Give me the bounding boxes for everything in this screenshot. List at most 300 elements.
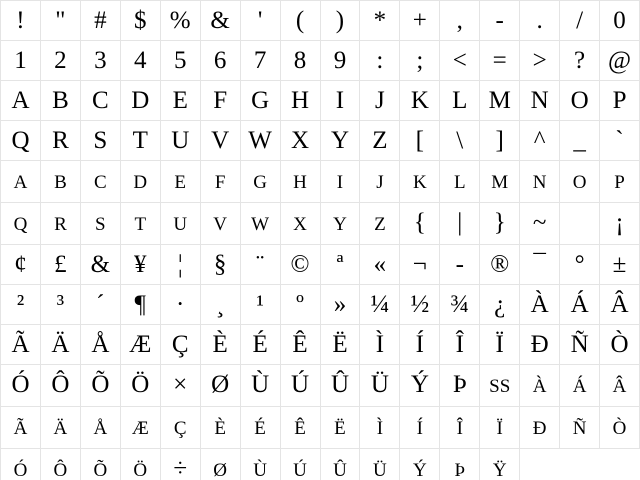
glyph: [ xyxy=(415,127,424,154)
glyph-cell[interactable] xyxy=(201,449,241,480)
glyph: Å xyxy=(93,418,108,439)
glyph: U xyxy=(173,214,188,235)
glyph: ¼ xyxy=(370,291,390,318)
glyph-cell[interactable] xyxy=(161,161,201,203)
glyph: / xyxy=(576,7,584,34)
glyph: ÷ xyxy=(173,455,188,480)
glyph-cell[interactable] xyxy=(41,121,81,161)
glyph-cell[interactable] xyxy=(440,161,480,203)
glyph-cell[interactable] xyxy=(161,365,201,407)
glyph-cell[interactable] xyxy=(41,203,81,245)
glyph-cell[interactable] xyxy=(81,325,121,365)
glyph-cell[interactable] xyxy=(480,449,520,480)
glyph-cell[interactable] xyxy=(400,41,440,81)
glyph-cell[interactable] xyxy=(321,407,361,449)
glyph: Í xyxy=(416,418,423,439)
glyph-cell[interactable] xyxy=(1,161,41,203)
glyph-cell[interactable] xyxy=(321,81,361,121)
glyph: È xyxy=(214,418,226,439)
glyph-cell[interactable] xyxy=(400,121,440,161)
glyph-cell[interactable] xyxy=(41,245,81,285)
glyph: Z xyxy=(374,214,386,235)
glyph: I xyxy=(335,87,345,114)
glyph: ` xyxy=(615,127,624,154)
glyph-cell[interactable] xyxy=(600,285,640,325)
glyph: Â xyxy=(610,291,629,318)
glyph-cell[interactable] xyxy=(281,449,321,480)
glyph-cell[interactable] xyxy=(281,1,321,41)
glyph-cell[interactable] xyxy=(480,407,520,449)
glyph-cell[interactable] xyxy=(560,121,600,161)
glyph-cell[interactable] xyxy=(1,121,41,161)
glyph: ² xyxy=(16,291,25,318)
glyph-cell[interactable] xyxy=(560,81,600,121)
glyph-cell[interactable] xyxy=(360,449,400,480)
glyph-cell[interactable] xyxy=(81,285,121,325)
glyph: Ë xyxy=(334,418,346,439)
glyph-cell[interactable] xyxy=(480,245,520,285)
glyph-cell[interactable] xyxy=(241,449,281,480)
glyph-cell[interactable] xyxy=(360,81,400,121)
glyph-cell[interactable] xyxy=(281,81,321,121)
glyph-cell[interactable] xyxy=(41,407,81,449)
glyph-cell[interactable] xyxy=(161,1,201,41)
glyph: B xyxy=(54,172,67,193)
glyph-cell[interactable] xyxy=(1,449,41,480)
glyph-cell[interactable] xyxy=(81,203,121,245)
glyph: ' xyxy=(257,7,263,34)
glyph-cell[interactable] xyxy=(281,41,321,81)
glyph-cell[interactable] xyxy=(41,161,81,203)
glyph: N xyxy=(530,87,549,114)
glyph-cell[interactable] xyxy=(201,245,241,285)
glyph-cell[interactable] xyxy=(281,407,321,449)
glyph: Ó xyxy=(13,460,28,480)
glyph-cell[interactable] xyxy=(400,285,440,325)
glyph-cell[interactable] xyxy=(440,325,480,365)
glyph-cell[interactable] xyxy=(400,1,440,41)
glyph-cell[interactable] xyxy=(41,1,81,41)
glyph: ¦ xyxy=(177,251,183,278)
glyph-cell[interactable] xyxy=(241,407,281,449)
glyph-cell[interactable] xyxy=(1,285,41,325)
glyph: § xyxy=(213,251,227,278)
glyph: Ð xyxy=(530,331,549,358)
glyph-cell[interactable] xyxy=(241,245,281,285)
glyph: Q xyxy=(11,127,30,154)
glyph-cell[interactable] xyxy=(41,81,81,121)
glyph-cell[interactable] xyxy=(600,41,640,81)
glyph-cell[interactable] xyxy=(321,365,361,407)
glyph: Þ xyxy=(452,371,467,398)
glyph-cell[interactable] xyxy=(161,407,201,449)
glyph: ¡ xyxy=(615,209,624,236)
glyph-cell[interactable] xyxy=(81,161,121,203)
glyph-cell[interactable] xyxy=(360,41,400,81)
glyph-cell[interactable] xyxy=(281,365,321,407)
glyph: Ü xyxy=(370,371,389,398)
glyph-cell[interactable] xyxy=(400,365,440,407)
glyph: ¸ xyxy=(215,291,225,318)
glyph-cell[interactable] xyxy=(281,325,321,365)
glyph: 0 xyxy=(613,7,626,34)
glyph: P xyxy=(612,87,627,114)
glyph: L xyxy=(452,87,468,114)
glyph-cell[interactable] xyxy=(440,203,480,245)
glyph: T xyxy=(134,214,147,235)
glyph-cell[interactable] xyxy=(41,449,81,480)
glyph: Ø xyxy=(211,371,230,398)
glyph-cell[interactable] xyxy=(321,1,361,41)
glyph-cell[interactable] xyxy=(1,245,41,285)
glyph: ¨ xyxy=(255,251,265,278)
glyph-cell[interactable] xyxy=(480,365,520,407)
glyph: Ÿ xyxy=(492,460,507,480)
glyph: @ xyxy=(608,47,632,74)
glyph-cell[interactable] xyxy=(560,203,600,245)
glyph-cell[interactable] xyxy=(161,325,201,365)
glyph-cell[interactable] xyxy=(360,121,400,161)
glyph-cell[interactable] xyxy=(121,41,161,81)
glyph: > xyxy=(532,47,547,74)
glyph-cell[interactable] xyxy=(121,1,161,41)
glyph-cell[interactable] xyxy=(560,285,600,325)
glyph: º xyxy=(296,291,304,318)
glyph-cell[interactable] xyxy=(121,449,161,480)
glyph-cell[interactable] xyxy=(201,365,241,407)
glyph-cell[interactable] xyxy=(161,245,201,285)
glyph: Ç xyxy=(173,418,187,439)
glyph-cell[interactable] xyxy=(360,1,400,41)
glyph-cell[interactable] xyxy=(281,285,321,325)
glyph-cell[interactable] xyxy=(241,325,281,365)
glyph-cell[interactable] xyxy=(1,1,41,41)
glyph: « xyxy=(373,251,387,278)
glyph: T xyxy=(132,127,148,154)
glyph-cell[interactable] xyxy=(121,285,161,325)
glyph: S xyxy=(95,214,106,235)
glyph: % xyxy=(169,7,191,34)
glyph: Ã xyxy=(13,418,28,439)
glyph-cell[interactable] xyxy=(480,41,520,81)
glyph: S xyxy=(93,127,108,154)
glyph: ~ xyxy=(532,209,547,236)
empty-area xyxy=(560,449,600,480)
glyph: Y xyxy=(333,214,347,235)
glyph-cell[interactable] xyxy=(161,121,201,161)
glyph-cell[interactable] xyxy=(321,41,361,81)
glyph-cell[interactable] xyxy=(520,41,560,81)
glyph-cell[interactable] xyxy=(121,245,161,285)
glyph-cell[interactable] xyxy=(321,325,361,365)
glyph-cell[interactable] xyxy=(360,245,400,285)
glyph-cell[interactable] xyxy=(600,365,640,407)
glyph: Û xyxy=(330,371,349,398)
glyph-cell[interactable] xyxy=(281,161,321,203)
glyph: À xyxy=(530,291,549,318)
glyph-cell[interactable] xyxy=(41,325,81,365)
glyph: W xyxy=(251,214,270,235)
glyph: Æ xyxy=(131,418,149,439)
glyph-cell[interactable] xyxy=(321,203,361,245)
empty-area xyxy=(520,449,560,480)
glyph-cell[interactable] xyxy=(41,365,81,407)
glyph: G xyxy=(251,87,270,114)
glyph: Ð xyxy=(532,418,547,439)
glyph-cell[interactable] xyxy=(600,1,640,41)
glyph-cell[interactable] xyxy=(600,325,640,365)
glyph-cell[interactable] xyxy=(1,203,41,245)
glyph: A xyxy=(13,172,28,193)
glyph-cell[interactable] xyxy=(201,1,241,41)
glyph-cell[interactable] xyxy=(400,81,440,121)
glyph-cell[interactable] xyxy=(400,325,440,365)
glyph: Ó xyxy=(11,371,30,398)
glyph-cell[interactable] xyxy=(480,81,520,121)
glyph-cell[interactable] xyxy=(520,285,560,325)
glyph-cell[interactable] xyxy=(321,449,361,480)
glyph-cell[interactable] xyxy=(241,121,281,161)
glyph: ° xyxy=(574,251,585,278)
glyph: ½ xyxy=(410,291,430,318)
glyph: P xyxy=(614,172,625,193)
glyph: Ù xyxy=(251,371,270,398)
glyph: Ý xyxy=(410,371,429,398)
glyph-cell[interactable] xyxy=(121,81,161,121)
glyph-cell[interactable] xyxy=(360,407,400,449)
glyph-cell[interactable] xyxy=(1,407,41,449)
glyph-cell[interactable] xyxy=(400,449,440,480)
glyph-cell[interactable] xyxy=(440,1,480,41)
glyph-cell[interactable] xyxy=(360,365,400,407)
glyph-cell[interactable] xyxy=(241,81,281,121)
glyph: X xyxy=(293,214,307,235)
glyph-cell[interactable] xyxy=(241,365,281,407)
glyph: Í xyxy=(415,331,424,358)
glyph: ³ xyxy=(56,291,65,318)
glyph-cell[interactable] xyxy=(360,203,400,245)
glyph-cell[interactable] xyxy=(281,121,321,161)
glyph-cell[interactable] xyxy=(1,325,41,365)
glyph-cell[interactable] xyxy=(600,161,640,203)
glyph: Ì xyxy=(376,418,384,439)
glyph-cell[interactable] xyxy=(440,121,480,161)
glyph: V xyxy=(211,127,230,154)
glyph: Ò xyxy=(610,331,629,358)
glyph: Á xyxy=(570,291,589,318)
glyph-cell[interactable] xyxy=(560,41,600,81)
glyph: Ü xyxy=(373,460,387,480)
glyph: Ê xyxy=(292,331,308,358)
glyph-cell[interactable] xyxy=(121,161,161,203)
glyph-cell[interactable] xyxy=(241,161,281,203)
glyph: & xyxy=(90,251,111,278)
glyph-cell[interactable] xyxy=(440,81,480,121)
glyph-cell[interactable] xyxy=(520,407,560,449)
glyph-cell[interactable] xyxy=(520,245,560,285)
glyph-cell[interactable] xyxy=(440,245,480,285)
glyph: E xyxy=(172,87,188,114)
glyph: 6 xyxy=(213,47,227,74)
glyph-cell[interactable] xyxy=(440,41,480,81)
glyph: ¾ xyxy=(450,291,470,318)
glyph-cell[interactable] xyxy=(360,285,400,325)
glyph-cell[interactable] xyxy=(201,407,241,449)
glyph-cell[interactable] xyxy=(81,1,121,41)
glyph: Ê xyxy=(294,418,306,439)
glyph-cell[interactable] xyxy=(241,203,281,245)
glyph-cell[interactable] xyxy=(241,285,281,325)
glyph-cell[interactable] xyxy=(400,245,440,285)
glyph: Q xyxy=(13,214,28,235)
glyph: ; xyxy=(416,47,424,74)
glyph-cell[interactable] xyxy=(81,121,121,161)
glyph-cell[interactable] xyxy=(520,325,560,365)
glyph-cell[interactable] xyxy=(400,203,440,245)
glyph-cell[interactable] xyxy=(560,161,600,203)
glyph: F xyxy=(213,87,228,114)
glyph-cell[interactable] xyxy=(241,41,281,81)
glyph: Ä xyxy=(53,418,68,439)
glyph: Õ xyxy=(91,371,110,398)
glyph: » xyxy=(333,291,347,318)
glyph: = xyxy=(492,47,507,74)
glyph: Ò xyxy=(612,418,627,439)
glyph-cell[interactable] xyxy=(121,365,161,407)
glyph-cell[interactable] xyxy=(201,203,241,245)
glyph: . xyxy=(536,7,543,34)
glyph: ® xyxy=(490,251,510,278)
glyph-cell[interactable] xyxy=(600,245,640,285)
glyph: - xyxy=(495,7,504,34)
glyph-cell[interactable] xyxy=(281,203,321,245)
glyph-cell[interactable] xyxy=(41,41,81,81)
glyph-cell[interactable] xyxy=(81,365,121,407)
glyph-cell[interactable] xyxy=(121,407,161,449)
glyph: K xyxy=(412,172,427,193)
glyph-cell[interactable] xyxy=(321,161,361,203)
glyph-cell[interactable] xyxy=(560,1,600,41)
glyph-cell[interactable] xyxy=(121,121,161,161)
glyph-cell[interactable] xyxy=(560,365,600,407)
glyph: ¢ xyxy=(14,251,27,278)
glyph-cell[interactable] xyxy=(520,365,560,407)
glyph: ± xyxy=(612,251,627,278)
glyph-cell[interactable] xyxy=(480,285,520,325)
glyph-cell[interactable] xyxy=(600,81,640,121)
glyph: A xyxy=(11,87,30,114)
glyph-cell[interactable] xyxy=(201,285,241,325)
glyph-cell[interactable] xyxy=(321,121,361,161)
glyph-cell[interactable] xyxy=(81,245,121,285)
glyph: O xyxy=(570,87,589,114)
glyph: ) xyxy=(335,7,345,34)
glyph-cell[interactable] xyxy=(81,41,121,81)
glyph-cell[interactable] xyxy=(520,1,560,41)
glyph: " xyxy=(55,7,66,34)
glyph-cell[interactable] xyxy=(560,245,600,285)
glyph-cell[interactable] xyxy=(600,121,640,161)
glyph-cell[interactable] xyxy=(440,449,480,480)
glyph-cell[interactable] xyxy=(480,161,520,203)
glyph: Z xyxy=(372,127,388,154)
glyph-cell[interactable] xyxy=(41,285,81,325)
glyph-cell[interactable] xyxy=(520,121,560,161)
glyph-cell[interactable] xyxy=(241,1,281,41)
glyph: 4 xyxy=(134,47,147,74)
glyph-cell[interactable] xyxy=(81,81,121,121)
glyph: Ô xyxy=(51,371,70,398)
glyph: ^ xyxy=(533,127,546,154)
glyph: - xyxy=(455,251,464,278)
glyph-cell[interactable] xyxy=(440,407,480,449)
glyph-cell[interactable] xyxy=(600,407,640,449)
glyph: D xyxy=(131,87,150,114)
glyph-cell[interactable] xyxy=(440,365,480,407)
glyph: W xyxy=(248,127,272,154)
glyph: Î xyxy=(455,331,464,358)
glyph-cell[interactable] xyxy=(560,325,600,365)
glyph: X xyxy=(291,127,310,154)
glyph: ´ xyxy=(96,291,105,318)
glyph-cell[interactable] xyxy=(1,41,41,81)
glyph-cell[interactable] xyxy=(81,449,121,480)
glyph-cell[interactable] xyxy=(321,245,361,285)
glyph-cell[interactable] xyxy=(560,407,600,449)
glyph-cell[interactable] xyxy=(1,365,41,407)
glyph-cell[interactable] xyxy=(121,325,161,365)
glyph-cell[interactable] xyxy=(520,81,560,121)
glyph: C xyxy=(92,87,109,114)
glyph-cell[interactable] xyxy=(1,81,41,121)
glyph-cell[interactable] xyxy=(161,449,201,480)
glyph-cell[interactable] xyxy=(201,41,241,81)
glyph: Î xyxy=(456,418,463,439)
glyph-cell[interactable] xyxy=(161,285,201,325)
glyph-cell[interactable] xyxy=(360,325,400,365)
glyph: ¶ xyxy=(134,291,146,318)
glyph-cell[interactable] xyxy=(480,121,520,161)
glyph-cell[interactable] xyxy=(121,203,161,245)
glyph: < xyxy=(452,47,467,74)
glyph-cell[interactable] xyxy=(480,203,520,245)
glyph: Ù xyxy=(253,460,267,480)
glyph-cell[interactable] xyxy=(81,407,121,449)
glyph-cell[interactable] xyxy=(321,285,361,325)
glyph: Û xyxy=(333,460,347,480)
glyph: 8 xyxy=(293,47,307,74)
glyph-cell[interactable] xyxy=(520,203,560,245)
glyph-cell[interactable] xyxy=(161,203,201,245)
glyph-cell[interactable] xyxy=(201,81,241,121)
glyph-cell[interactable] xyxy=(201,325,241,365)
glyph-cell[interactable] xyxy=(600,203,640,245)
glyph-cell[interactable] xyxy=(400,407,440,449)
glyph-cell[interactable] xyxy=(201,161,241,203)
glyph-cell[interactable] xyxy=(201,121,241,161)
glyph-cell[interactable] xyxy=(480,325,520,365)
glyph-cell[interactable] xyxy=(161,81,201,121)
glyph: ( xyxy=(295,7,305,34)
glyph-cell[interactable] xyxy=(360,161,400,203)
glyph-cell[interactable] xyxy=(161,41,201,81)
glyph-cell[interactable] xyxy=(480,1,520,41)
glyph-cell[interactable] xyxy=(281,245,321,285)
glyph-cell[interactable] xyxy=(400,161,440,203)
glyph: ¯ xyxy=(533,251,546,278)
glyph-cell[interactable] xyxy=(520,161,560,203)
glyph-cell[interactable] xyxy=(440,285,480,325)
